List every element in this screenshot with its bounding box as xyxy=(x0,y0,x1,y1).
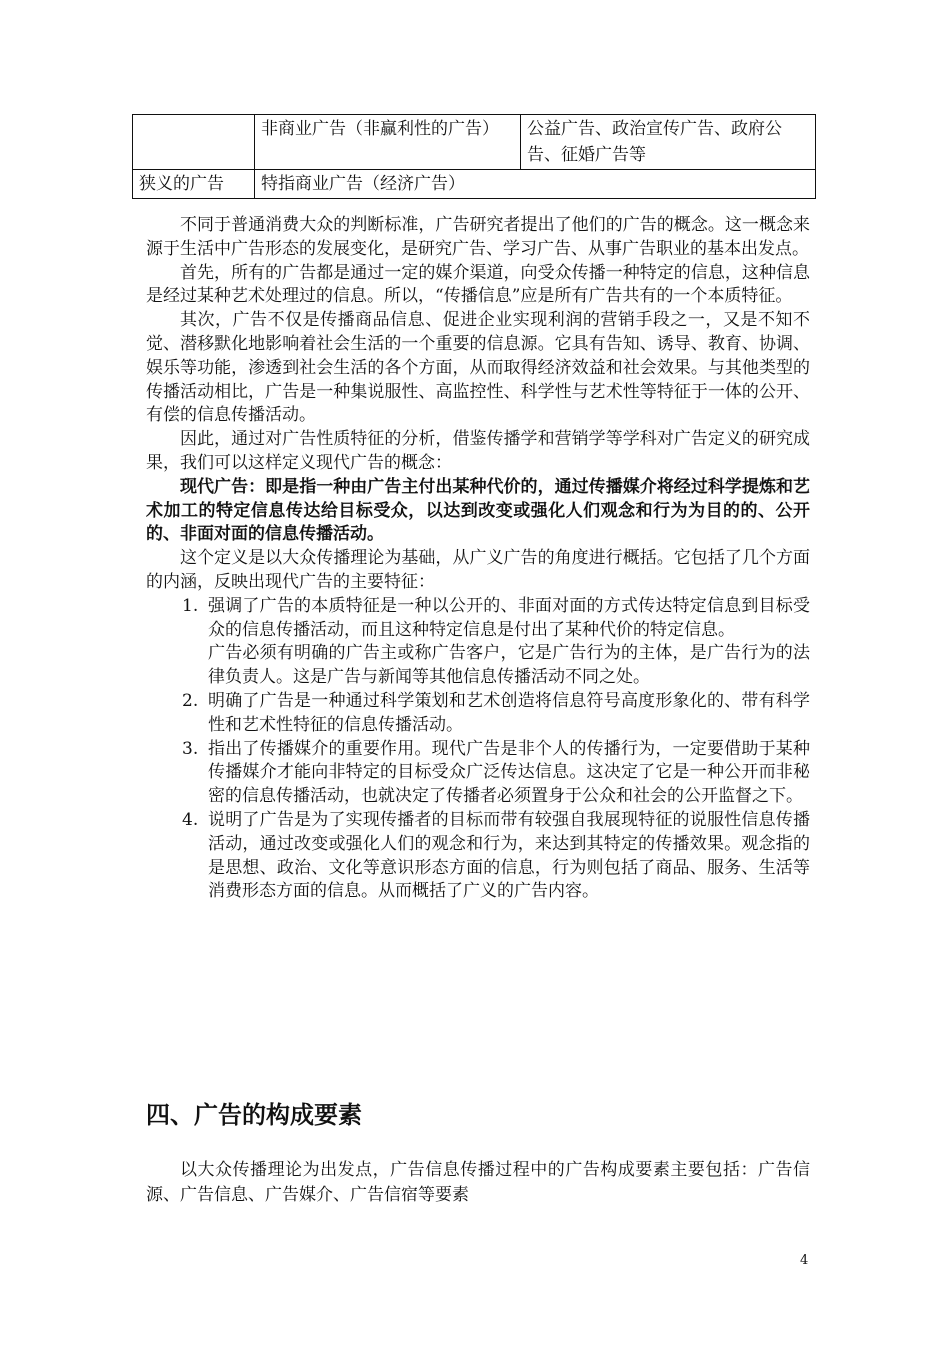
paragraph: 不同于普通消费大众的判断标准，广告研究者提出了他们的广告的概念。这一概念来源于生活中广告形态的发展变化，是研究广告、学习广告、从事广告职业的基本出发点。 xyxy=(146,215,810,259)
table-row xyxy=(133,170,816,199)
table-cell: 特指商业广告（经济广告） xyxy=(255,170,816,199)
list-number: 2. xyxy=(182,690,199,711)
page-number: 4 xyxy=(800,1253,809,1268)
definition-paragraph: 现代广告：即是指一种由广告主付出某种代价的，通过传播媒介将经过科学提炼和艺术加工的特定信息传达给目标受众，以达到改变或强化人们观念和行为为目的的、公开的、非面对面的信息传播活动。 xyxy=(146,476,810,545)
section-body xyxy=(146,1158,810,1208)
paragraph: 其次，广告不仅是传播商品信息、促进企业实现利润的营销手段之一，又是不知不觉、潜移默化地影响着社会生活的一个重要的信息源。它具有告知、诱导、教育、协调、娱乐等功能，渗透到社会生活的各个方面，从而取得经济效益和社会效果。与其他类型的传播活动相比，广告是一种集说服性、高监控性、科学性与艺术性等特征于一体的公开、有偿的信息传播活动。 xyxy=(146,310,810,426)
paragraph: 以大众传播理论为出发点，广告信息传播过程中的广告构成要素主要包括：广告信源、广告信息、广告媒介、广告信宿等要素 xyxy=(146,1160,810,1205)
list-item-extra: 广告必须有明确的广告主或称广告客户，它是广告行为的主体，是广告行为的法律负责人。这是广告与新闻等其他信息传播活动不同之处。 xyxy=(208,643,810,688)
list-number: 3. xyxy=(182,738,199,759)
paragraph: 因此，通过对广告性质特征的分析，借鉴传播学和营销学等学科对广告定义的研究成果，我们可以这样定义现代广告的概念： xyxy=(146,429,810,473)
feature-list xyxy=(146,595,810,904)
body-text xyxy=(146,214,810,904)
list-item xyxy=(146,595,810,690)
list-item-text: 明确了广告是一种通过科学策划和艺术创造将信息符号高度形象化的、带有科学性和艺术性特征的信息传播活动。 xyxy=(208,690,810,735)
table-cell: 非商业广告（非赢利性的广告） xyxy=(255,115,521,170)
paragraph: 首先，所有的广告都是通过一定的媒介渠道，向受众传播一种特定的信息，这种信息是经过某种艺术处理过的信息。所以，“传播信息”应是所有广告共有的一个本质特征。 xyxy=(146,262,810,307)
list-item xyxy=(146,738,810,809)
list-item-text: 强调了广告的本质特征是一种以公开的、非面对面的方式传达特定信息到目标受众的信息传播活动，而且这种特定信息是付出了某种代价的特定信息。 xyxy=(208,595,810,640)
list-item xyxy=(146,809,810,904)
table-cell xyxy=(133,115,255,170)
table-cell: 公益广告、政治宣传广告、政府公告、征婚广告等 xyxy=(521,115,816,170)
list-item-text: 说明了广告是为了实现传播者的目标而带有较强自我展现特征的说服性信息传播活动，通过改变或强化人们的观念和行为，来达到其特定的传播效果。观念指的是思想、政治、文化等意识形态方面的信息，行为则包括了商品、服务、生活等消费形态方面的信息。从而概括了广义的广告内容。 xyxy=(208,809,810,902)
definition-table xyxy=(132,114,816,199)
table-cell: 狭义的广告 xyxy=(133,170,255,199)
section-heading: 四、广告的构成要素 xyxy=(146,1101,362,1129)
list-item-text: 指出了传播媒介的重要作用。现代广告是非个人的传播行为，一定要借助于某种传播媒介才能向非特定的目标受众广泛传达信息。这决定了它是一种公开而非秘密的信息传播活动，也就决定了传播者必须置身于公众和社会的公开监督之下。 xyxy=(208,738,810,807)
list-number: 4. xyxy=(182,809,199,830)
list-number: 1. xyxy=(182,595,199,616)
table-row xyxy=(133,115,816,170)
paragraph: 这个定义是以大众传播理论为基础，从广义广告的角度进行概括。它包括了几个方面的内涵，反映出现代广告的主要特征： xyxy=(146,548,810,592)
list-item xyxy=(146,690,810,738)
